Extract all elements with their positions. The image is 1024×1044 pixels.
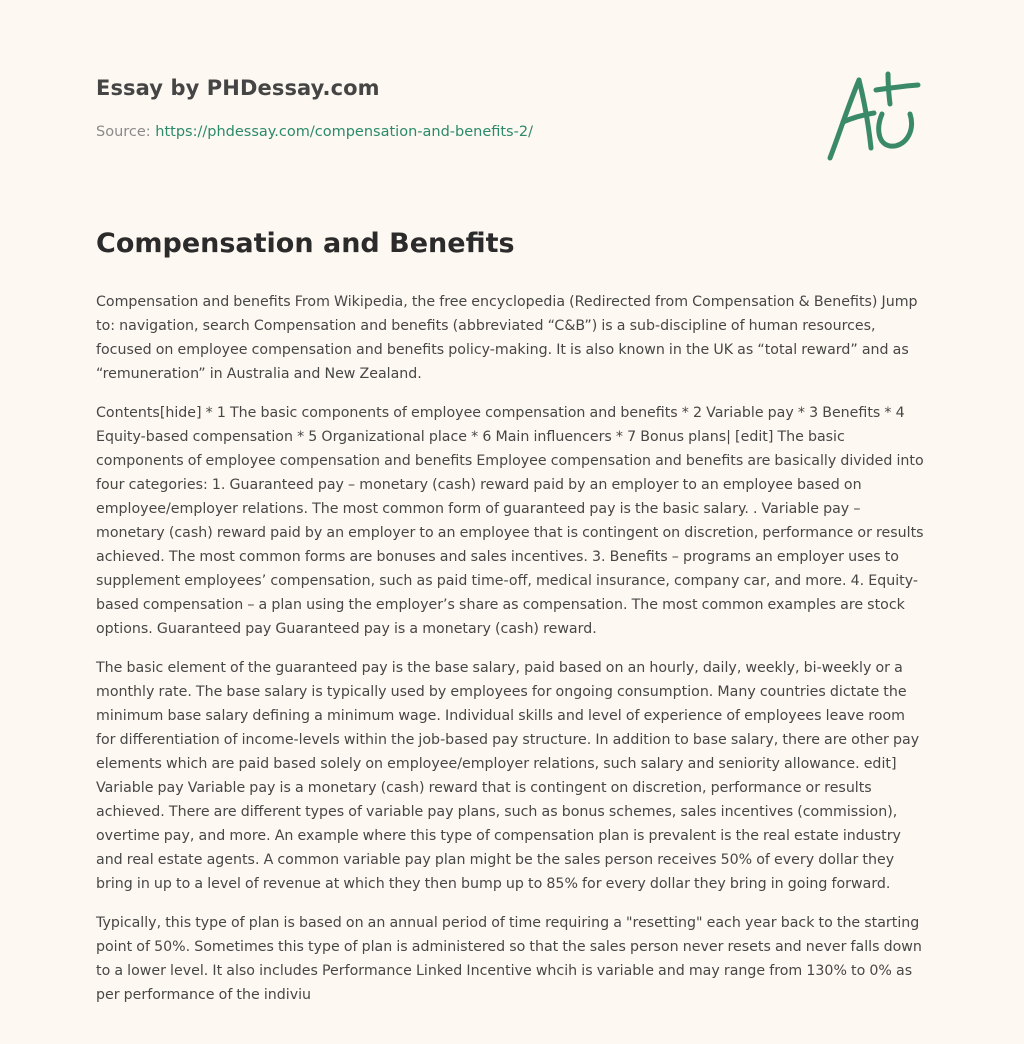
source-link[interactable]: https://phdessay.com/compensation-and-benefits-2/ [155,124,533,140]
paragraph-intro: Compensation and benefits From Wikipedia, the free encyclopedia (Redirected from Compensation & Benefits) Jump to: navigation, search Compensation and benefits (abbreviated “C&B”) is a sub-discipline of human resources, focused on employee compensation and benefits policy-making. It is also known in the UK as “total reward” and as “remuneration” in Australia and New Zealand. [96,294,918,382]
page-title: Compensation and Benefits [96,228,515,259]
a-plus-logo-icon [826,70,926,164]
source-line [96,124,533,140]
site-header [96,74,928,164]
source-label: Source: [96,124,156,140]
paragraph-base-salary: The basic element of the guaranteed pay is the base salary, paid based on an hourly, daily, weekly, bi-weekly or a monthly rate. The base salary is typically used by employees for ongoing consumption. Many countries dictate the minimum base salary defining a minimum wage. Individual skills and level of experience of employees leave room for differentiation of income-levels within the job-based pay structure. In addition to base salary, there are other pay elements which are paid based solely on employee/employer relations, such salary and seniority allowance. edit] Variable pay Variable pay is a monetary (cash) reward that is contingent on discretion, performance or results achieved. There are different types of variable pay plans, such as bonus schemes, sales incentives (commission), overtime pay, and more. An example where this type of compensation plan is prevalent is the real estate industry and real estate agents. A common variable pay plan might be the sales person receives 50% of every dollar they bring in up to a level of revenue at which they then bump up to 85% for every dollar they bring in going forward. [96,660,920,892]
article [96,224,928,1022]
site-title: Essay by PHDessay.com [96,76,380,100]
paragraph-contents: Contents[hide] * 1 The basic components of employee compensation and benefits * 2 Variable pay * 3 Benefits * 4 Equity-based compensation * 5 Organizational place * 6 Main influencers * 7 Bonus plans| [edit] The basic components of employee compensation and benefits Employee compensation and benefits are basically divided into four categories: 1. Guaranteed pay – monetary (cash) reward paid by an employer to an employee based on employee/employer relations. The most common form of guaranteed pay is the basic salary. . Variable pay – monetary (cash) reward paid by an employer to an employee that is contingent on discretion, performance or results achieved. The most common forms are bonuses and sales incentives. 3. Benefits – programs an employer uses to supplement employees’ compensation, such as paid time-off, medical insurance, company car, and more. 4. Equity-based compensation – a plan using the employer’s share as compensation. The most common examples are stock options. Guaranteed pay Guaranteed pay is a monetary (cash) reward. [96,405,924,637]
paragraph-resetting: Typically, this type of plan is based on an annual period of time requiring a "resetting" each year back to the starting point of 50%. Sometimes this type of plan is administered so that the sales person never resets and never falls down to a lower level. It also includes Performance Linked Incentive whcih is variable and may range from 130% to 0% as per performance of the indiviu [96,915,922,1003]
